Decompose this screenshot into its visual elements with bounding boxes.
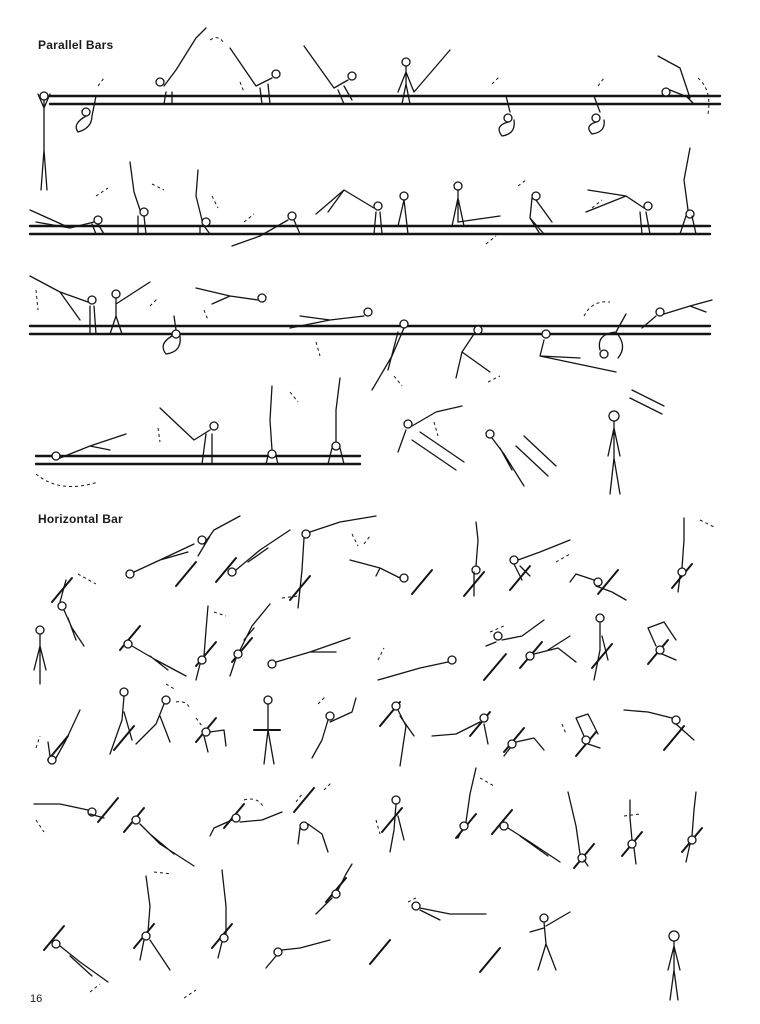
section-title-parallel-bars: Parallel Bars [38, 38, 114, 52]
gymnast-figure [34, 804, 104, 832]
horizontal-bar-row-4 [34, 768, 702, 874]
gymnast-figure [492, 76, 514, 136]
gymnast-figure [232, 212, 300, 246]
gymnast-figure [132, 816, 194, 874]
gymnast-figure [589, 78, 604, 134]
gymnast-figure [196, 606, 226, 680]
gymnast-figure [376, 796, 404, 852]
gymnast-figure [184, 870, 228, 998]
gymnast-figure [608, 411, 620, 494]
gymnast-figure [196, 288, 266, 320]
gymnast-figure [290, 378, 344, 464]
horizontal-bar-row-2 [120, 604, 676, 690]
gymnast-figure [124, 640, 186, 690]
gymnast-figure [486, 430, 524, 486]
gymnast-figure [398, 192, 430, 234]
gymnast-figure [398, 406, 462, 452]
parallel-bars-row-4 [36, 378, 664, 494]
parallel-bars-row-1 [38, 28, 720, 190]
gymnast-figure [52, 940, 108, 992]
gymnast-figure [196, 170, 218, 234]
gymnast-figure [198, 516, 240, 556]
gymnast-figure [642, 300, 712, 328]
gymnast-figure [350, 560, 408, 582]
gymnast-figure [156, 28, 224, 104]
gymnast-figure [268, 638, 350, 668]
page-number: 16 [30, 993, 43, 1005]
gymnast-figure [530, 912, 570, 970]
horizontal-bar-row-3 [36, 688, 694, 766]
gymnast-figure [312, 696, 356, 758]
gymnast-figure [140, 876, 170, 970]
gymnast-figure [510, 540, 570, 580]
gymnast-figure [58, 574, 96, 646]
gymnast-figure [316, 320, 408, 390]
gymnast-figure [500, 822, 560, 862]
gymnast-figure [316, 864, 352, 914]
gymnast-figure [296, 782, 332, 852]
gymnast-figure [658, 56, 709, 114]
parallel-bars-row-2 [30, 148, 710, 246]
parallel-bars-row-3 [30, 276, 712, 390]
gymnast-figure [586, 190, 652, 234]
section-title-horizontal-bar: Horizontal Bar [38, 512, 123, 526]
gymnast-figure [570, 574, 626, 600]
gymnast-figure [568, 792, 588, 866]
gymnast-figure [36, 710, 80, 764]
gymnast-figure [408, 898, 486, 920]
gymnast-figure [668, 931, 680, 1000]
gymnast-figure [36, 434, 126, 487]
gymnast-figure [486, 620, 544, 646]
gymnast-figure [432, 714, 488, 744]
gymnast-figure [266, 386, 278, 464]
gymnast-figure [458, 768, 494, 838]
gymnast-figure [504, 738, 544, 756]
gymnast-figure [38, 92, 50, 190]
gymnast-figure [316, 190, 382, 234]
gymnast-figure [34, 626, 46, 684]
gymnast-figure [136, 696, 190, 744]
gymnast-figure [648, 622, 676, 660]
gymnast-figure [210, 799, 282, 836]
gymnast-figure [624, 710, 694, 740]
gymnast-figure [526, 636, 576, 662]
gymnast-figure [680, 148, 696, 234]
gymnast-figure [266, 940, 330, 968]
gymnast-figure [562, 714, 600, 748]
gymnast-figure [228, 530, 290, 576]
gymnast-figure [686, 792, 696, 862]
gymnast-figure [110, 688, 132, 754]
horizontal-bar-row-5 [44, 864, 680, 1000]
gymnast-figure [594, 614, 608, 680]
horizontal-bar-row-1 [34, 516, 716, 684]
gymnast-figure [584, 302, 626, 358]
gymnast-figure [678, 518, 716, 592]
gymnast-figure [126, 544, 194, 578]
gymnast-figure [624, 800, 640, 864]
gymnast-figure [130, 162, 164, 234]
gymnast-figure [392, 702, 414, 766]
gymnast-figure [378, 648, 456, 680]
